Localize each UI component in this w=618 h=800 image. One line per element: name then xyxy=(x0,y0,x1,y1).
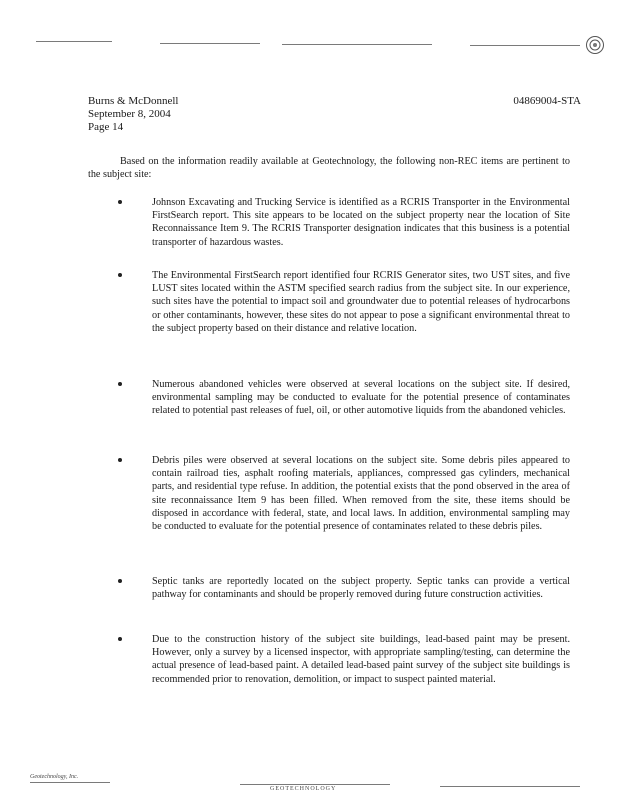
bullet-icon xyxy=(118,200,122,204)
bottom-scan-line xyxy=(440,786,580,787)
intro-text: Based on the information readily available at Geotechnology, the following non-REC items are pertinent to the subject site: xyxy=(88,156,570,180)
header-company: Burns & McDonnell xyxy=(88,95,179,107)
bullet-item-debris-piles: Debris piles were observed at several locations on the subject site. Some debris piles appeared to contain railroad ties, asphalt roofing materials, appliances, compressed gas cylinders, mechanical parts, and residential type refuse. In addition, the potential exists that the pond observed in the area of site reconnaissance Item 9 has been filled. When removed from the site, these items should be disposed in accordance with federal, state, and local laws. In addition, environmental sampling may be conducted to evaluate for the potential presence of contaminates related to these debris piles. xyxy=(152,455,570,533)
bullet-item-septic-tanks: Septic tanks are reportedly located on the subject property. Septic tanks can provide a vertical pathway for contaminants and should be properly removed during future construction activities. xyxy=(152,576,570,601)
intro-paragraph xyxy=(88,155,570,181)
bullet-item-abandoned-vehicles: Numerous abandoned vehicles were observed at several locations on the subject site. If desired, environmental sampling may be conducted to evaluate for the potential presence of contaminates related to potential past releases of fuel, oil, or other automotive liquids from the abandoned vehicles. xyxy=(152,379,570,417)
header-page-number: Page 14 xyxy=(88,121,124,133)
bullet-icon xyxy=(118,382,122,386)
letter-header-left xyxy=(88,95,178,134)
bullet-icon xyxy=(118,458,122,462)
bullet-icon xyxy=(118,579,122,583)
bullet-item-rcris-transporter: Johnson Excavating and Trucking Service is identified as a RCRIS Transporter in the Environmental FirstSearch report. This site appears to be located on the subject property near the location of Site Reconnaissance Item 9. The RCRIS Transporter designation indicates that this business is a potential transporter of hazardous wastes. xyxy=(152,197,570,248)
seal-icon xyxy=(586,36,604,54)
header-project-number: 04869004-STA xyxy=(513,95,581,107)
header-date: September 8, 2004 xyxy=(88,108,171,120)
bullet-icon xyxy=(118,273,122,277)
bottom-scan-line xyxy=(240,784,390,785)
footer-center-text: GEOTECHNOLOGY xyxy=(270,786,337,792)
top-scan-line xyxy=(470,45,580,46)
bullet-item-lead-based-paint: Due to the construction history of the subject site buildings, lead-based paint may be present. However, only a survey by a licensed inspector, with appropriate sampling/testing, can determine the actual presence of lead-based paint. A detailed lead-based paint survey of the subject site buildings is recommended prior to renovation, demolition, or impact to suspect painted material. xyxy=(152,634,570,685)
top-scan-line xyxy=(282,44,432,45)
bottom-scan-line xyxy=(30,782,110,783)
bullet-icon xyxy=(118,637,122,641)
top-scan-line xyxy=(160,43,260,44)
footer-company-logo: Geotechnology, Inc. xyxy=(30,774,79,780)
bullet-item-firstsearch-sites: The Environmental FirstSearch report identified four RCRIS Generator sites, two UST sites, and five LUST sites located within the ASTM specified search radius from the subject site. In our experience, such sites have the potential to impact soil and groundwater due to potential releases of hydrocarbons or other contaminants, however, these sites do not appear to pose a significant environmental threat to the subject property based on their distance and relative location. xyxy=(152,270,570,334)
top-scan-line xyxy=(36,41,112,42)
